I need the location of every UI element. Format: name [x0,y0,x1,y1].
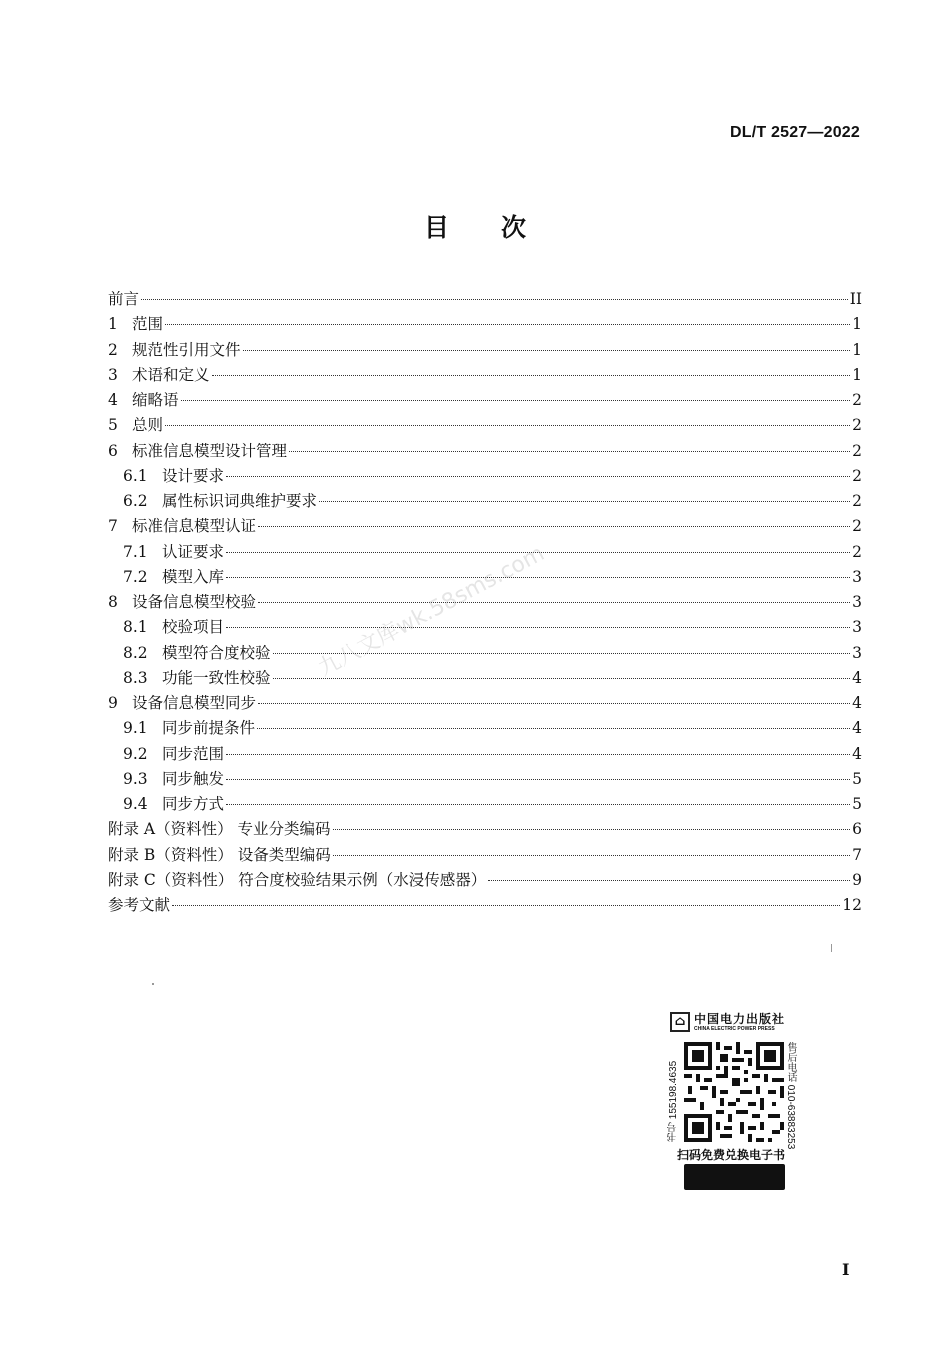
toc-title-part1: 目 [423,213,449,242]
toc-entry[interactable] [108,312,862,337]
toc-leader-dots [172,905,840,906]
toc-title-part2: 次 [501,213,527,242]
redaction-bar [684,1164,785,1190]
toc-entry-number: 7.2 [123,567,148,586]
toc-entry-label: 前言 [108,290,140,308]
toc-leader-dots [333,829,850,830]
toc-leader-dots [212,375,850,376]
toc-entry-page: 4 [852,744,862,763]
toc-entry-label: 总则 [132,416,164,435]
toc-leader-dots [258,703,850,704]
toc-entry-label: 认证要求 [162,542,225,561]
toc-entry-page: 2 [852,466,862,485]
toc-entry[interactable] [108,464,862,489]
toc-entry-page: 2 [852,416,862,435]
toc-entry[interactable] [108,287,862,312]
toc-entry-page: 1 [852,315,862,334]
toc-entry-page: 4 [852,668,862,687]
toc-leader-dots [333,855,850,856]
toc-leader-dots [226,476,850,477]
toc-entry-page: 9 [852,870,862,889]
service-phone: 售后电话 010-63883253 [785,1042,796,1150]
toc-entry[interactable] [108,439,862,464]
toc-entry-label: 设计要求 [162,466,225,485]
toc-entry-number: 6 [108,441,118,460]
toc-entry-number: 9 [108,694,118,712]
toc-entry-label: 模型符合度校验 [162,643,271,662]
toc-entry-label: 标准信息模型认证 [132,517,257,536]
book-number: 书号 155198.4635 [668,1060,679,1142]
scan-instruction: 扫码免费兑换电子书 [676,1148,785,1162]
page-number: I [842,1260,850,1279]
scan-speck [152,983,154,985]
toc-leader-dots [226,779,850,780]
toc-entry-number: 7.1 [123,542,148,561]
toc-entry-label: 附录 B（资料性） 设备类型编码 [108,845,331,864]
toc-title [0,208,950,244]
toc-entry-label: 设备信息模型校验 [132,593,257,611]
toc-entry-page: 2 [852,517,862,536]
toc-entry-page: II [849,290,862,308]
toc-entry-number: 1 [108,315,118,334]
toc-leader-dots [141,299,848,300]
toc-entry[interactable] [108,338,862,363]
toc-entry[interactable] [108,817,862,842]
toc-entry-label: 属性标识词典维护要求 [162,492,318,510]
toc-entry-page: 2 [852,391,862,409]
toc-entry-page: 1 [852,365,862,384]
toc-leader-dots [226,577,850,578]
toc-entry-page: 3 [852,643,862,662]
toc-entry[interactable] [108,413,862,438]
toc-entry-label: 附录 A（资料性） 专业分类编码 [108,820,331,839]
toc-entry[interactable] [108,767,862,792]
toc-entry[interactable] [108,893,862,918]
toc-entry-label: 设备信息模型同步 [132,694,257,712]
toc-entry-label: 附录 C（资料性） 符合度校验结果示例（水浸传感器） [108,870,487,889]
toc-entry[interactable] [108,691,862,716]
document-code: DL/T 2527—2022 [730,124,860,141]
publisher-logo-icon: ⌂ [670,1012,690,1032]
toc-entry[interactable] [108,742,862,767]
publisher-sticker [664,1010,798,1196]
toc-entry[interactable] [108,868,862,893]
toc-entry-label: 术语和定义 [132,365,210,384]
toc-entry-page: 3 [852,593,862,611]
toc-leader-dots [258,526,850,527]
publisher-header [670,1012,796,1040]
toc-entry-number: 9.2 [123,744,148,763]
toc-entry[interactable] [108,363,862,388]
toc-entry-label: 功能一致性校验 [162,668,271,687]
toc-leader-dots [243,350,850,351]
toc-entry-label: 参考文献 [108,896,171,914]
toc-leader-dots [273,678,850,679]
toc-entry-label: 范围 [132,315,164,334]
toc-entry[interactable] [108,514,862,539]
toc-entry-label: 校验项目 [162,618,225,637]
toc-entry-label: 同步触发 [162,769,225,788]
toc-leader-dots [226,754,850,755]
toc-entry[interactable] [108,615,862,640]
toc-entry-page: 6 [852,820,862,839]
toc-leader-dots [226,627,850,628]
toc-entry-label: 标准信息模型设计管理 [132,441,288,460]
toc-leader-dots [165,324,850,325]
toc-entry-number: 6.2 [123,492,148,510]
toc-entry[interactable] [108,666,862,691]
toc-entry-number: 7 [108,517,118,536]
table-of-contents [108,287,862,918]
toc-entry-page: 4 [852,719,862,738]
toc-entry[interactable] [108,641,862,666]
toc-entry[interactable] [108,388,862,413]
watermark: 九八文库wk.58sms.com [314,541,549,682]
toc-entry-number: 3 [108,365,118,384]
toc-entry-number: 9.4 [123,795,148,813]
publisher-name-cn: 中国电力出版社 [694,1012,786,1026]
toc-entry-number: 8 [108,593,118,611]
toc-entry-number: 9.1 [123,719,148,738]
toc-entry-label: 规范性引用文件 [132,340,241,359]
toc-entry-page: 12 [842,896,862,914]
toc-entry-label: 同步范围 [162,744,225,763]
toc-entry[interactable] [108,716,862,741]
toc-leader-dots [488,880,850,881]
toc-entry-page: 3 [852,567,862,586]
toc-entry-number: 6.1 [123,466,148,485]
toc-entry[interactable] [108,489,862,514]
toc-entry-number: 5 [108,416,118,435]
toc-entry-page: 1 [852,340,862,359]
toc-leader-dots [165,425,850,426]
toc-entry-number: 4 [108,391,118,409]
qr-code-icon[interactable] [684,1042,784,1142]
toc-leader-dots [289,451,850,452]
toc-entry-label: 同步前提条件 [162,719,256,738]
toc-leader-dots [226,804,850,805]
toc-leader-dots [181,400,850,401]
toc-entry-page: 2 [852,441,862,460]
toc-entry-label: 同步方式 [162,795,225,813]
toc-entry-number: 8.2 [123,643,148,662]
toc-entry-label: 模型入库 [162,567,225,586]
toc-entry-number: 8.1 [123,618,148,637]
toc-leader-dots [257,728,850,729]
toc-entry-page: 2 [852,492,862,510]
toc-entry-label: 缩略语 [132,391,179,409]
toc-entry-page: 4 [852,694,862,712]
toc-entry[interactable] [108,792,862,817]
toc-entry-number: 8.3 [123,668,148,687]
toc-leader-dots [258,602,850,603]
toc-entry-page: 3 [852,618,862,637]
toc-entry-number: 2 [108,340,118,359]
toc-leader-dots [319,501,850,502]
toc-entry[interactable] [108,540,862,565]
toc-entry[interactable] [108,843,862,868]
toc-entry-page: 2 [852,542,862,561]
scan-speck [831,944,832,952]
toc-entry-number: 9.3 [123,769,148,788]
toc-entry-page: 5 [852,795,862,813]
toc-entry-page: 5 [852,769,862,788]
publisher-name-en: CHINA ELECTRIC POWER PRESS [694,1026,775,1032]
toc-entry-page: 7 [852,845,862,864]
